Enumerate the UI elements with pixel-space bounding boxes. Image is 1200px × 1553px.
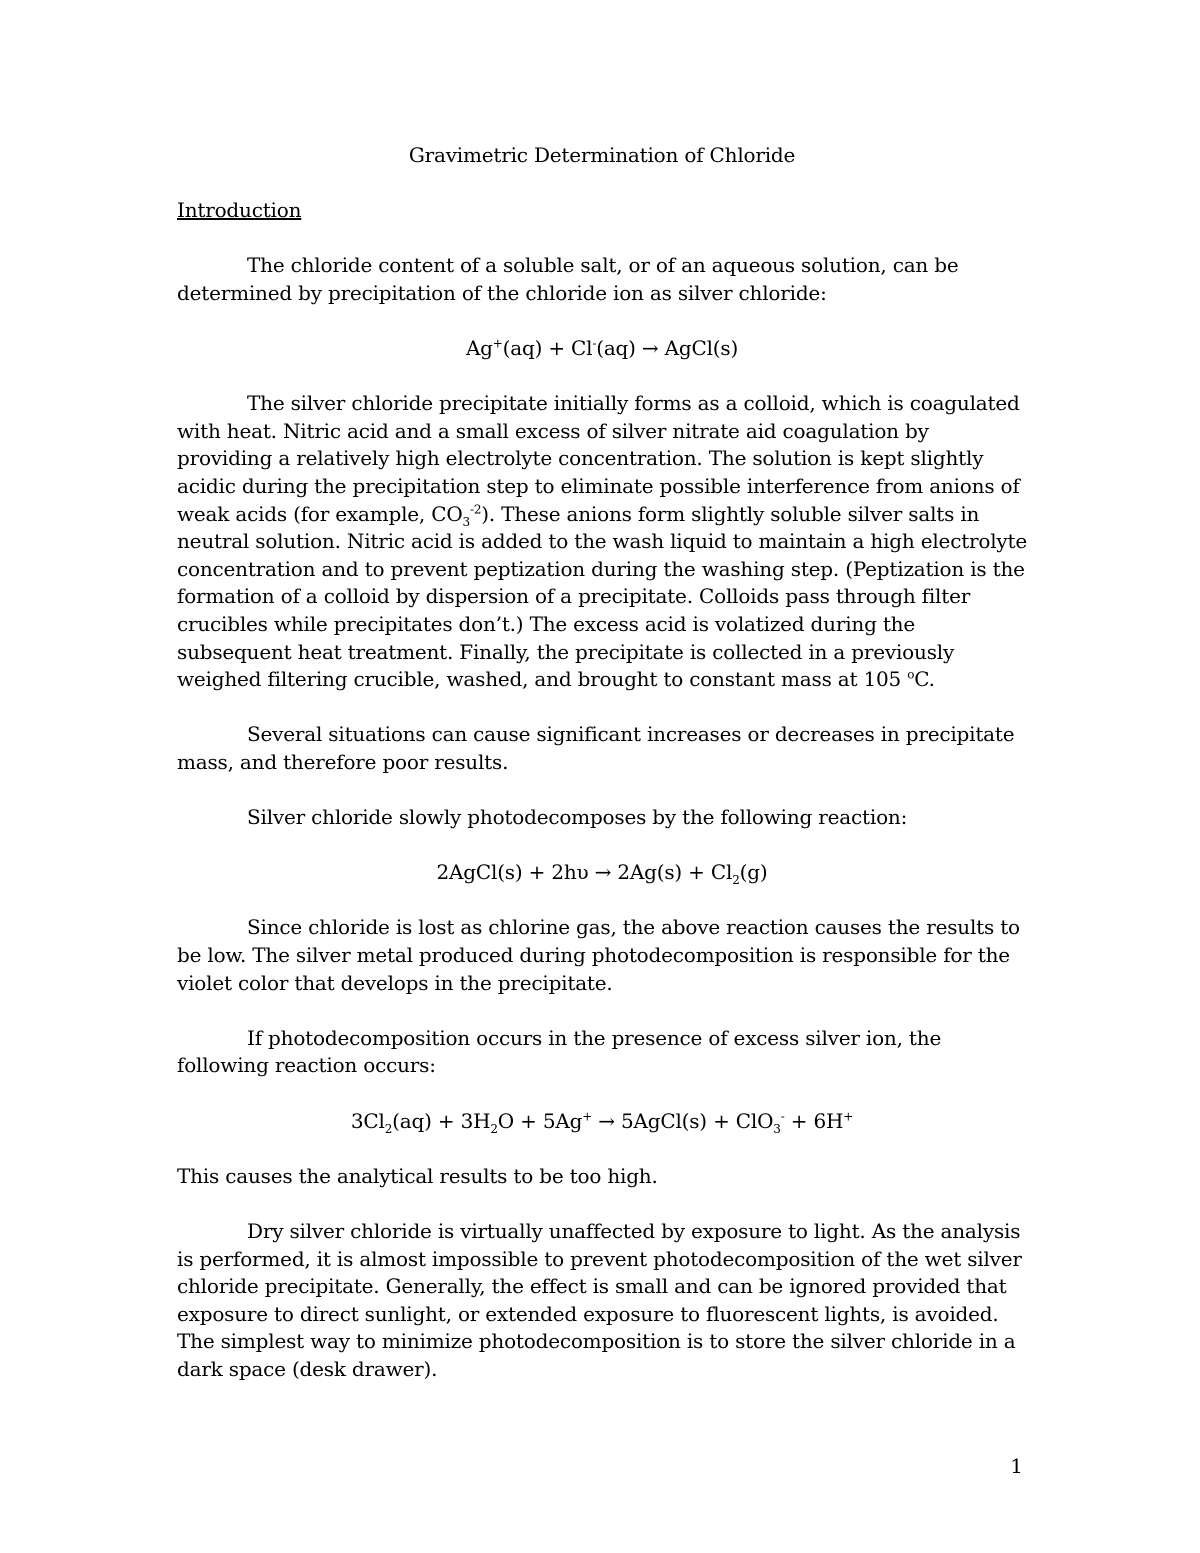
eq3-sub-3: 3 (773, 1121, 781, 1136)
eq2-part-a: 2AgCl(s) + 2hυ → 2Ag(s) + Cl (436, 860, 733, 885)
eq3-sup-2: - (780, 1108, 785, 1123)
page-number: 1 (1010, 1454, 1023, 1478)
eq1-sup-a: + (492, 336, 503, 351)
eq3-part-c: O + 5Ag (497, 1108, 583, 1133)
paragraph-too-high: This causes the analytical results to be too high. (177, 1163, 658, 1188)
eq1-part-c: (aq) → AgCl(s) (596, 335, 739, 360)
section-heading-introduction: Introduction (177, 198, 302, 222)
p2-part-c: C. (914, 667, 935, 692)
p2-sup: -2 (469, 501, 482, 516)
paragraph-dry-silver-chloride: Dry silver chloride is virtually unaffected by exposure to light. As the analysis is performed, it is almost impossible to prevent photodecomposition of the wet silver chloride precipitate. Generally, the effect is small and can be ignored provided that exposure to direct sunlight, or extended exposure to fluorescent lights, is avoided. The simplest way to minimize photodecomposition is to store the silver chloride in a dark space (desk drawer). (177, 1218, 1022, 1381)
eq3-sub-2: 2 (490, 1121, 498, 1136)
p2-degree: o (907, 667, 915, 682)
eq2-sub: 2 (732, 873, 740, 888)
eq3-part-a: 3Cl (350, 1108, 385, 1133)
eq3-sup-1: + (582, 1108, 593, 1123)
paragraph-chlorine-gas: Since chloride is lost as chlorine gas, the above reaction causes the results to be low. The silver metal produced during photodecomposition is responsible for the violet color that develops in the precipitate. (177, 915, 1020, 995)
equation-photodecomposition (177, 859, 1027, 887)
eq1-part-a: Ag (465, 335, 493, 360)
eq3-sub-1: 2 (384, 1121, 393, 1136)
p2-sub: 3 (462, 514, 470, 529)
p2-part-a: The silver chloride precipitate initially forms as a colloid, which is coagulated with heat. Nitric acid and a small excess of silver nitrate aid coagulation by providing a relatively high electrolyte concentration. The solution is kept slightly acidic during the precipitation step to eliminate possible interference from anions of weak acids (for example, CO (177, 391, 1020, 526)
page-body (177, 142, 1027, 1384)
eq3-part-e: + 6H (784, 1108, 844, 1133)
eq3-part-b: (aq) + 3H (392, 1108, 491, 1133)
paragraph-situations: Several situations can cause significant increases or decreases in precipitate mass, and therefore poor results. (177, 722, 1015, 774)
paragraph-excess-silver: If photodecomposition occurs in the presence of excess silver ion, the following reaction occurs: (177, 1025, 942, 1078)
eq1-part-b: (aq) + Cl (502, 335, 593, 360)
eq2-part-b: (g) (739, 860, 768, 885)
eq3-sup-3: + (843, 1108, 854, 1123)
document-title: Gravimetric Determination of Chloride (408, 143, 796, 167)
paragraph-intro: The chloride content of a soluble salt, or of an aqueous solution, can be determined by precipitation of the chloride ion as silver chloride: (177, 253, 959, 305)
paragraph-photodecomposes: Silver chloride slowly photodecomposes by the following reaction: (247, 805, 908, 830)
eq3-part-d: → 5AgCl(s) + ClO (592, 1108, 774, 1133)
p2-part-b: ). These anions form slightly soluble silver salts in neutral solution. Nitric acid is added to the wash liquid to maintain a high electrolyte concentration and to prevent peptization during the washing step. (Peptization is the formation of a colloid by dispersion of a precipitate. Colloids pass through filter crucibles while precipitates don’t.) The excess acid is volatized during the subsequent heat treatment. Finally, the precipitate is collected in a previously weighed filtering crucible, washed, and brought to constant mass at 105 (177, 501, 1027, 692)
equation-precipitation (177, 335, 1027, 363)
eq1-sup-b: - (592, 336, 597, 351)
equation-excess-silver (177, 1108, 1027, 1136)
paragraph-colloid (177, 390, 1027, 694)
